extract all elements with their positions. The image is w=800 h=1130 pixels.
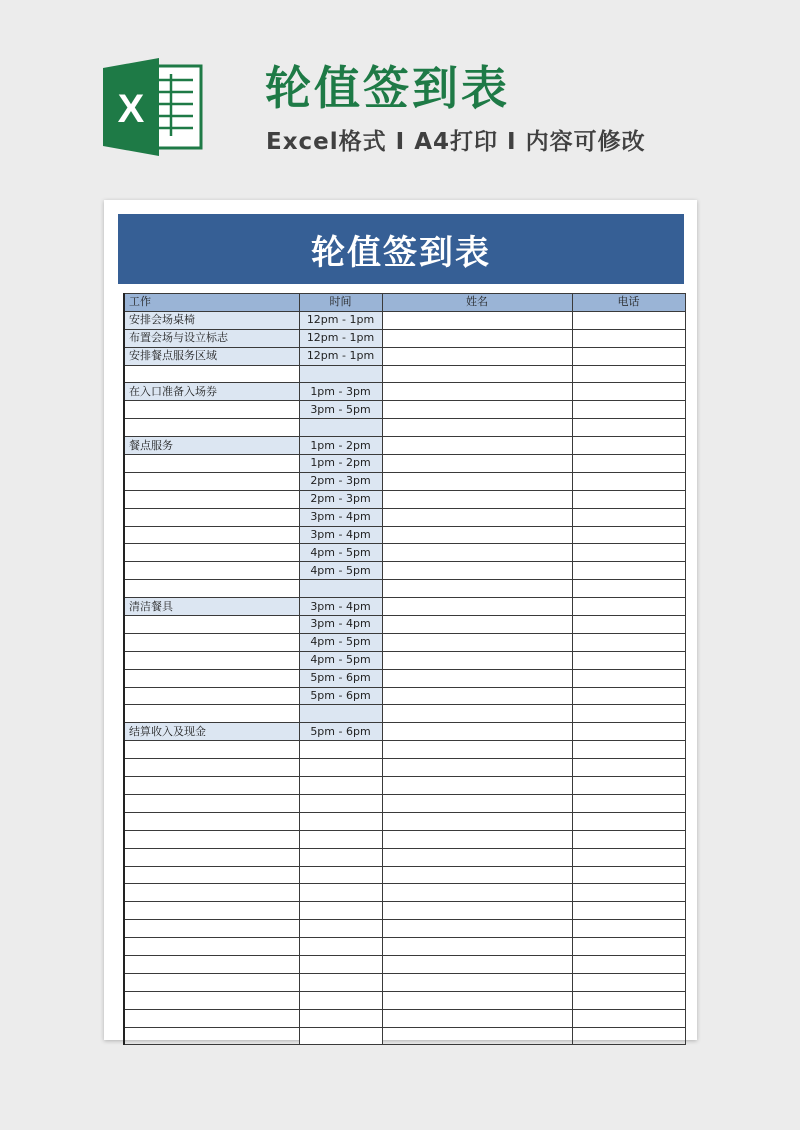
phone-cell[interactable] — [572, 991, 685, 1009]
phone-cell[interactable] — [572, 830, 685, 848]
page-header — [0, 0, 800, 200]
task-cell[interactable] — [124, 490, 299, 508]
task-cell[interactable] — [124, 544, 299, 562]
name-cell[interactable] — [382, 777, 572, 795]
task-cell[interactable] — [124, 669, 299, 687]
task-cell[interactable]: 在入口准备入场券 — [124, 383, 299, 401]
time-cell[interactable]: 5pm - 6pm — [299, 669, 382, 687]
phone-cell[interactable] — [572, 669, 685, 687]
task-cell[interactable] — [124, 794, 299, 812]
table-row — [124, 329, 685, 347]
task-cell[interactable] — [124, 830, 299, 848]
task-cell[interactable] — [124, 884, 299, 902]
phone-cell[interactable] — [572, 455, 685, 473]
phone-cell[interactable] — [572, 580, 685, 598]
name-cell[interactable] — [382, 705, 572, 723]
phone-cell[interactable] — [572, 973, 685, 991]
task-cell[interactable]: 清洁餐具 — [124, 598, 299, 616]
table-row — [124, 920, 685, 938]
name-cell[interactable] — [382, 884, 572, 902]
name-cell[interactable] — [382, 490, 572, 508]
time-cell[interactable] — [299, 1027, 382, 1045]
task-cell[interactable] — [124, 365, 299, 383]
phone-cell[interactable] — [572, 759, 685, 777]
task-cell[interactable]: 结算收入及现金 — [124, 723, 299, 741]
phone-cell[interactable] — [572, 884, 685, 902]
phone-cell[interactable] — [572, 938, 685, 956]
table-header-row — [124, 294, 685, 312]
time-cell[interactable]: 1pm - 2pm — [299, 437, 382, 455]
time-cell[interactable]: 2pm - 3pm — [299, 490, 382, 508]
name-cell[interactable] — [382, 687, 572, 705]
task-cell[interactable] — [124, 526, 299, 544]
name-cell[interactable] — [382, 455, 572, 473]
time-cell[interactable] — [299, 884, 382, 902]
phone-cell[interactable] — [572, 1027, 685, 1045]
task-cell[interactable] — [124, 812, 299, 830]
time-cell[interactable]: 3pm - 4pm — [299, 526, 382, 544]
phone-cell[interactable] — [572, 562, 685, 580]
phone-cell[interactable] — [572, 401, 685, 419]
time-cell[interactable]: 3pm - 5pm — [299, 401, 382, 419]
task-cell[interactable] — [124, 1027, 299, 1045]
task-cell[interactable] — [124, 472, 299, 490]
name-cell[interactable] — [382, 938, 572, 956]
phone-cell[interactable] — [572, 1009, 685, 1027]
time-cell[interactable] — [299, 812, 382, 830]
time-cell[interactable] — [299, 938, 382, 956]
table-row — [124, 651, 685, 669]
table-row — [124, 526, 685, 544]
table-row — [124, 687, 685, 705]
phone-cell[interactable] — [572, 777, 685, 795]
time-cell[interactable] — [299, 794, 382, 812]
table-row — [124, 723, 685, 741]
phone-cell[interactable] — [572, 741, 685, 759]
column-header-name: 姓名 — [382, 294, 572, 312]
phone-cell[interactable] — [572, 705, 685, 723]
table-row — [124, 347, 685, 365]
table-row — [124, 830, 685, 848]
table-row — [124, 616, 685, 634]
table-row — [124, 544, 685, 562]
phone-cell[interactable] — [572, 526, 685, 544]
time-cell[interactable] — [299, 1009, 382, 1027]
task-cell[interactable] — [124, 1009, 299, 1027]
phone-cell[interactable] — [572, 848, 685, 866]
phone-cell[interactable] — [572, 311, 685, 329]
time-cell[interactable] — [299, 866, 382, 884]
name-cell[interactable] — [382, 1027, 572, 1045]
table-row — [124, 884, 685, 902]
name-cell[interactable] — [382, 329, 572, 347]
table-row — [124, 365, 685, 383]
task-cell[interactable] — [124, 759, 299, 777]
name-cell[interactable] — [382, 383, 572, 401]
table-row — [124, 401, 685, 419]
task-cell[interactable] — [124, 920, 299, 938]
time-cell[interactable]: 3pm - 4pm — [299, 616, 382, 634]
table-row — [124, 759, 685, 777]
table-row — [124, 848, 685, 866]
excel-logo-icon — [103, 58, 203, 156]
phone-cell[interactable] — [572, 472, 685, 490]
table-row — [124, 455, 685, 473]
table-row — [124, 741, 685, 759]
phone-cell[interactable] — [572, 651, 685, 669]
excel-logo-letter: X — [117, 87, 145, 131]
table-row — [124, 562, 685, 580]
task-cell[interactable]: 餐点服务 — [124, 437, 299, 455]
phone-cell[interactable] — [572, 419, 685, 437]
name-cell[interactable] — [382, 347, 572, 365]
time-cell[interactable] — [299, 777, 382, 795]
table-row — [124, 973, 685, 991]
name-cell[interactable] — [382, 866, 572, 884]
table-row — [124, 490, 685, 508]
task-cell[interactable] — [124, 687, 299, 705]
name-cell[interactable] — [382, 508, 572, 526]
table-row — [124, 472, 685, 490]
time-cell[interactable]: 4pm - 5pm — [299, 562, 382, 580]
time-cell[interactable]: 12pm - 1pm — [299, 311, 382, 329]
task-cell[interactable] — [124, 455, 299, 473]
phone-cell[interactable] — [572, 616, 685, 634]
name-cell[interactable] — [382, 437, 572, 455]
name-cell[interactable] — [382, 759, 572, 777]
table-row — [124, 794, 685, 812]
phone-cell[interactable] — [572, 329, 685, 347]
duty-signin-table — [123, 293, 686, 1045]
time-cell[interactable] — [299, 973, 382, 991]
phone-cell[interactable] — [572, 812, 685, 830]
time-cell[interactable]: 4pm - 5pm — [299, 651, 382, 669]
time-cell[interactable] — [299, 705, 382, 723]
time-cell[interactable]: 2pm - 3pm — [299, 472, 382, 490]
time-cell[interactable] — [299, 365, 382, 383]
table-row — [124, 311, 685, 329]
time-cell[interactable] — [299, 580, 382, 598]
table-row — [124, 866, 685, 884]
phone-cell[interactable] — [572, 723, 685, 741]
table-row — [124, 938, 685, 956]
table-row — [124, 383, 685, 401]
time-cell[interactable]: 4pm - 5pm — [299, 633, 382, 651]
column-header-time: 时间 — [299, 294, 382, 312]
time-cell[interactable] — [299, 920, 382, 938]
time-cell[interactable]: 1pm - 3pm — [299, 383, 382, 401]
phone-cell[interactable] — [572, 866, 685, 884]
task-cell[interactable] — [124, 401, 299, 419]
task-cell[interactable] — [124, 848, 299, 866]
task-cell[interactable] — [124, 991, 299, 1009]
phone-cell[interactable] — [572, 383, 685, 401]
name-cell[interactable] — [382, 741, 572, 759]
task-cell[interactable] — [124, 651, 299, 669]
task-cell[interactable]: 安排会场桌椅 — [124, 311, 299, 329]
phone-cell[interactable] — [572, 544, 685, 562]
name-cell[interactable] — [382, 598, 572, 616]
name-cell[interactable] — [382, 902, 572, 920]
task-cell[interactable] — [124, 633, 299, 651]
name-cell[interactable] — [382, 973, 572, 991]
name-cell[interactable] — [382, 991, 572, 1009]
task-cell[interactable] — [124, 616, 299, 634]
time-cell[interactable]: 12pm - 1pm — [299, 347, 382, 365]
page-title: 轮值签到表 — [265, 61, 510, 115]
time-cell[interactable]: 3pm - 4pm — [299, 598, 382, 616]
name-cell[interactable] — [382, 723, 572, 741]
phone-cell[interactable] — [572, 687, 685, 705]
column-header-task: 工作 — [124, 294, 299, 312]
table-row — [124, 598, 685, 616]
table-row — [124, 580, 685, 598]
task-cell[interactable]: 安排餐点服务区域 — [124, 347, 299, 365]
table-row — [124, 902, 685, 920]
sheet-paper — [104, 200, 697, 1040]
name-cell[interactable] — [382, 812, 572, 830]
table-row — [124, 777, 685, 795]
task-cell[interactable] — [124, 866, 299, 884]
task-cell[interactable] — [124, 777, 299, 795]
phone-cell[interactable] — [572, 437, 685, 455]
table-row — [124, 633, 685, 651]
name-cell[interactable] — [382, 651, 572, 669]
name-cell[interactable] — [382, 544, 572, 562]
name-cell[interactable] — [382, 311, 572, 329]
name-cell[interactable] — [382, 920, 572, 938]
name-cell[interactable] — [382, 955, 572, 973]
time-cell[interactable] — [299, 741, 382, 759]
phone-cell[interactable] — [572, 633, 685, 651]
name-cell[interactable] — [382, 472, 572, 490]
table-row — [124, 508, 685, 526]
table-row — [124, 1027, 685, 1045]
phone-cell[interactable] — [572, 347, 685, 365]
task-cell[interactable] — [124, 973, 299, 991]
name-cell[interactable] — [382, 616, 572, 634]
table-row — [124, 437, 685, 455]
time-cell[interactable]: 1pm - 2pm — [299, 455, 382, 473]
name-cell[interactable] — [382, 633, 572, 651]
task-cell[interactable]: 布置会场与设立标志 — [124, 329, 299, 347]
table-row — [124, 955, 685, 973]
task-cell[interactable] — [124, 562, 299, 580]
time-cell[interactable] — [299, 955, 382, 973]
name-cell[interactable] — [382, 830, 572, 848]
time-cell[interactable]: 5pm - 6pm — [299, 723, 382, 741]
page-subtitle: Excel格式 I A4打印 I 内容可修改 — [266, 129, 646, 155]
time-cell[interactable] — [299, 848, 382, 866]
table-row — [124, 812, 685, 830]
phone-cell[interactable] — [572, 794, 685, 812]
time-cell[interactable] — [299, 991, 382, 1009]
time-cell[interactable]: 3pm - 4pm — [299, 508, 382, 526]
phone-cell[interactable] — [572, 598, 685, 616]
name-cell[interactable] — [382, 526, 572, 544]
name-cell[interactable] — [382, 562, 572, 580]
task-cell[interactable] — [124, 741, 299, 759]
time-cell[interactable]: 4pm - 5pm — [299, 544, 382, 562]
task-cell[interactable] — [124, 705, 299, 723]
name-cell[interactable] — [382, 365, 572, 383]
phone-cell[interactable] — [572, 490, 685, 508]
name-cell[interactable] — [382, 1009, 572, 1027]
name-cell[interactable] — [382, 669, 572, 687]
phone-cell[interactable] — [572, 365, 685, 383]
table-row — [124, 705, 685, 723]
task-cell[interactable] — [124, 955, 299, 973]
name-cell[interactable] — [382, 794, 572, 812]
time-cell[interactable] — [299, 902, 382, 920]
sheet-banner-title: 轮值签到表 — [118, 214, 684, 284]
table-row — [124, 669, 685, 687]
name-cell[interactable] — [382, 419, 572, 437]
name-cell[interactable] — [382, 580, 572, 598]
column-header-phone: 电话 — [572, 294, 685, 312]
phone-cell[interactable] — [572, 902, 685, 920]
task-cell[interactable] — [124, 902, 299, 920]
time-cell[interactable] — [299, 759, 382, 777]
task-cell[interactable] — [124, 938, 299, 956]
task-cell[interactable] — [124, 580, 299, 598]
task-cell[interactable] — [124, 508, 299, 526]
table-row — [124, 419, 685, 437]
phone-cell[interactable] — [572, 508, 685, 526]
phone-cell[interactable] — [572, 955, 685, 973]
time-cell[interactable]: 12pm - 1pm — [299, 329, 382, 347]
table-row — [124, 991, 685, 1009]
time-cell[interactable] — [299, 830, 382, 848]
time-cell[interactable]: 5pm - 6pm — [299, 687, 382, 705]
name-cell[interactable] — [382, 401, 572, 419]
table-row — [124, 1009, 685, 1027]
phone-cell[interactable] — [572, 920, 685, 938]
name-cell[interactable] — [382, 848, 572, 866]
time-cell[interactable] — [299, 419, 382, 437]
task-cell[interactable] — [124, 419, 299, 437]
